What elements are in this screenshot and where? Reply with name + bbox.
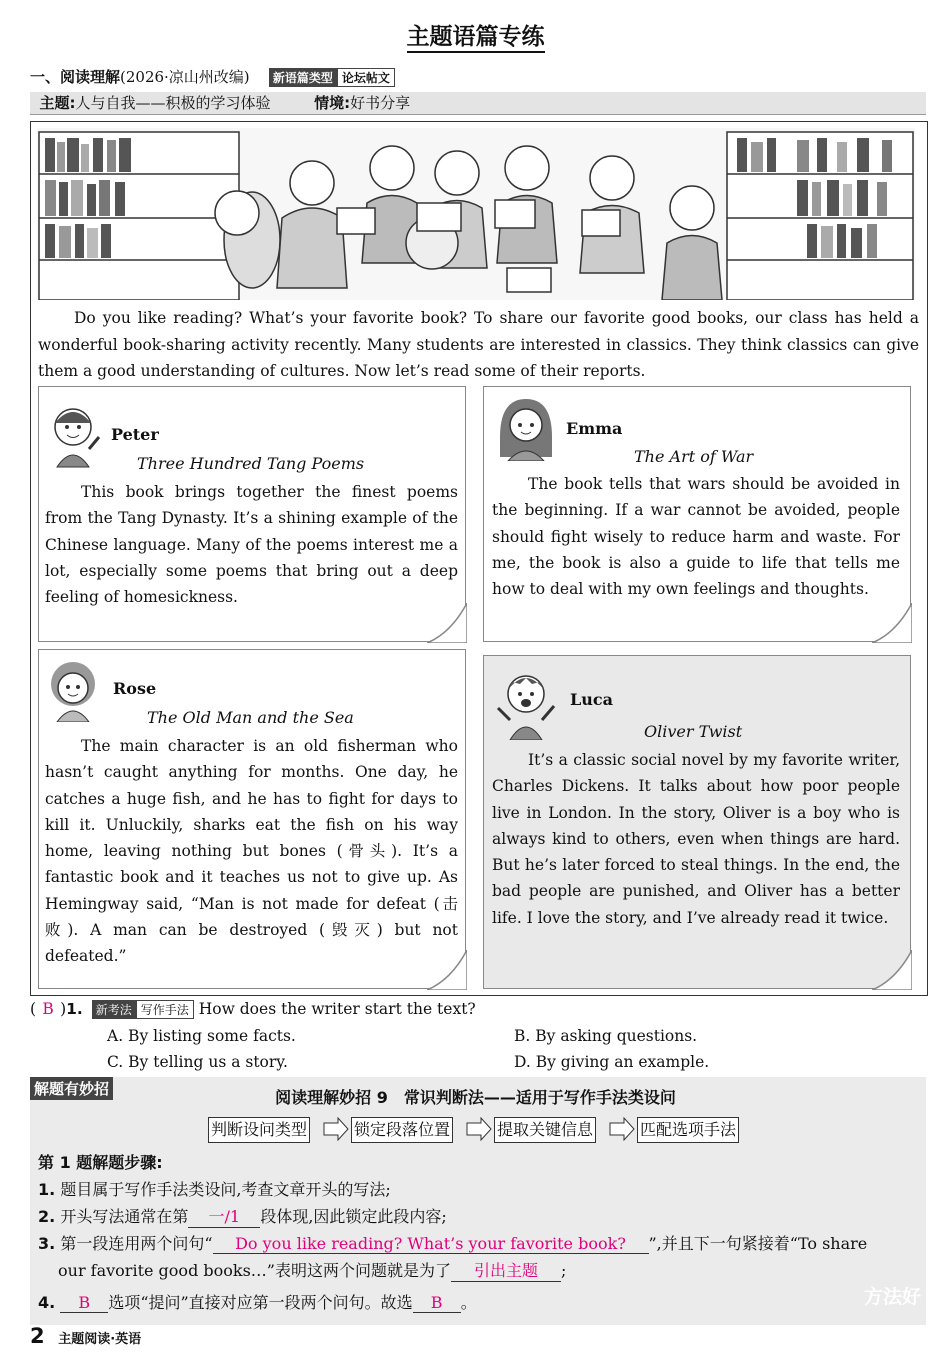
- section-heading: 一、阅读理解: [30, 68, 121, 86]
- tips-step-2: 2. 开头写法通常在第 一/1 段体现,因此锁定此段内容;: [38, 1204, 447, 1228]
- section-source: (2026·凉山州改编): [120, 68, 250, 86]
- page-curl-icon: [427, 603, 467, 643]
- tips-title: 阅读理解妙招 9 常识判断法——适用于写作手法类设问: [275, 1088, 676, 1107]
- post-book-title: Three Hundred Tang Poems: [137, 454, 365, 473]
- text-type-value: 论坛帖文: [337, 68, 395, 87]
- answer-blank: 一/1: [188, 1204, 260, 1228]
- post-card-rose: [38, 649, 466, 989]
- page-footer: [30, 1324, 141, 1348]
- boy-cheering-avatar: [492, 668, 558, 740]
- post-book-title: The Art of War: [634, 447, 754, 466]
- arrow-right-icon: [466, 1117, 492, 1141]
- answer-blank: 引出主题: [451, 1258, 561, 1282]
- post-author: Emma: [566, 419, 623, 438]
- footer-label: 主题阅读·英语: [58, 1332, 142, 1347]
- question-1: ( B )1. 新考法 写作手法 How does the writer start the text?: [30, 1000, 476, 1018]
- tips-heading: 第 1 题解题步骤:: [38, 1153, 163, 1172]
- option-d[interactable]: D. By giving an example.: [514, 1053, 710, 1071]
- post-book-title: Oliver Twist: [644, 722, 743, 741]
- tips-box: [30, 1077, 926, 1325]
- post-card-peter: [38, 386, 466, 642]
- page-curl-icon: [872, 950, 912, 990]
- tips-step-1: 1. 题目属于写作手法类设问,考查文章开头的写法;: [38, 1180, 391, 1199]
- reading-circle-illustration: [37, 128, 915, 300]
- tips-step-3-cont: our favorite good books…”表明这两个问题就是为了 引出主题 ;: [58, 1258, 566, 1282]
- tips-step-3: 3. 第一段连用两个问句“ Do you like reading? What’s your favorite book? ”,并且下一句紧接着“To share: [38, 1234, 868, 1253]
- section-header: [30, 66, 395, 87]
- answer-blank: B: [413, 1293, 461, 1313]
- page-curl-icon: [872, 603, 912, 643]
- question-number: 1.: [66, 1000, 83, 1018]
- page-title: 主题语篇专练: [0, 18, 951, 51]
- answer-mark: B: [42, 1000, 54, 1018]
- post-author: Luca: [570, 690, 613, 709]
- post-book-title: The Old Man and the Sea: [147, 708, 354, 727]
- page-number: 2: [30, 1324, 45, 1348]
- question-stem: How does the writer start the text?: [198, 1000, 476, 1018]
- theme-bar: [30, 92, 926, 115]
- step-box: 判断设问类型: [208, 1117, 310, 1143]
- step-box: 提取关键信息: [494, 1117, 596, 1143]
- option-a[interactable]: A. By listing some facts.: [107, 1027, 296, 1045]
- step-box: 匹配选项手法: [637, 1117, 739, 1143]
- tips-step-4: 4. B 选项“提问”直接对应第一段两个问句。故选 B 。: [38, 1293, 477, 1312]
- girl-avatar: [492, 397, 552, 461]
- post-card-luca: [483, 655, 911, 989]
- question-tag-value: 写作手法: [136, 1000, 194, 1019]
- theme-label: 主题:: [39, 94, 76, 112]
- post-body: The book tells that wars should be avoided in the beginning. If a war cannot be avoided, people should fight wisely to reduce harm and waste. For me, the book is also a guide to life that tells me how to deal with my own feelings and thoughts.: [492, 475, 900, 599]
- text-type-tag: 新语篇类型: [269, 68, 337, 87]
- boy-waving-avatar: [45, 405, 105, 469]
- post-card-emma: [483, 386, 911, 642]
- post-body: It’s a classic social novel by my favorite writer, Charles Dickens. It talks about how poor people live in London. In the story, Oliver is a boy who is always kind to others, even when things are hard. But he’s later forced to steal things. In the end, the bad people are punished, and Oliver has a better life. I love the story, and I’ve already read it twice.: [492, 751, 900, 927]
- arrow-right-icon: [323, 1117, 349, 1141]
- tips-tag: 解题有妙招: [30, 1077, 113, 1100]
- question-tag: 新考法: [92, 1000, 136, 1019]
- post-body: This book brings together the finest poems from the Tang Dynasty. It’s a shining example of the Chinese language. Many of the poems interest me a lot, especially some poems that bring out a deep feeling of homesickness.: [45, 483, 458, 607]
- answer-blank: B: [60, 1293, 108, 1313]
- context-value: 好书分享: [350, 94, 411, 112]
- option-b[interactable]: B. By asking questions.: [514, 1027, 698, 1045]
- intro-paragraph: Do you like reading? What’s your favorite book? To share our favorite good books, our class has held a wonderful book-sharing activity recently. Many students are interested in classics. They think classics can give them a good understanding of cultures. Now let’s read some of their reports.: [38, 309, 919, 380]
- watermark-text: 方法好: [863, 1286, 921, 1308]
- arrow-right-icon: [609, 1117, 635, 1141]
- curly-hair-girl-avatar: [45, 658, 105, 722]
- option-c[interactable]: C. By telling us a story.: [107, 1053, 288, 1071]
- theme-value: 人与自我——积极的学习体验: [75, 94, 271, 112]
- page-curl-icon: [427, 950, 467, 990]
- post-body: The main character is an old fisherman who hasn’t caught anything for months. One day, he catches a huge fish, and he has to fight for days to kill it. Unluckily, sharks eat the fish on his way home, leaving nothing but bones (骨头). It’s a fantastic book and it teaches us not to give up. As Hemingway said, “Man is not made for defeat (击败). A man can be destroyed (毁灭) but not defeated.”: [45, 737, 458, 966]
- post-author: Rose: [113, 679, 157, 698]
- post-author: Peter: [111, 425, 159, 444]
- answer-blank: Do you like reading? What’s your favorite book?: [213, 1234, 649, 1254]
- step-box: 锁定段落位置: [351, 1117, 453, 1143]
- context-label: 情境:: [314, 94, 351, 112]
